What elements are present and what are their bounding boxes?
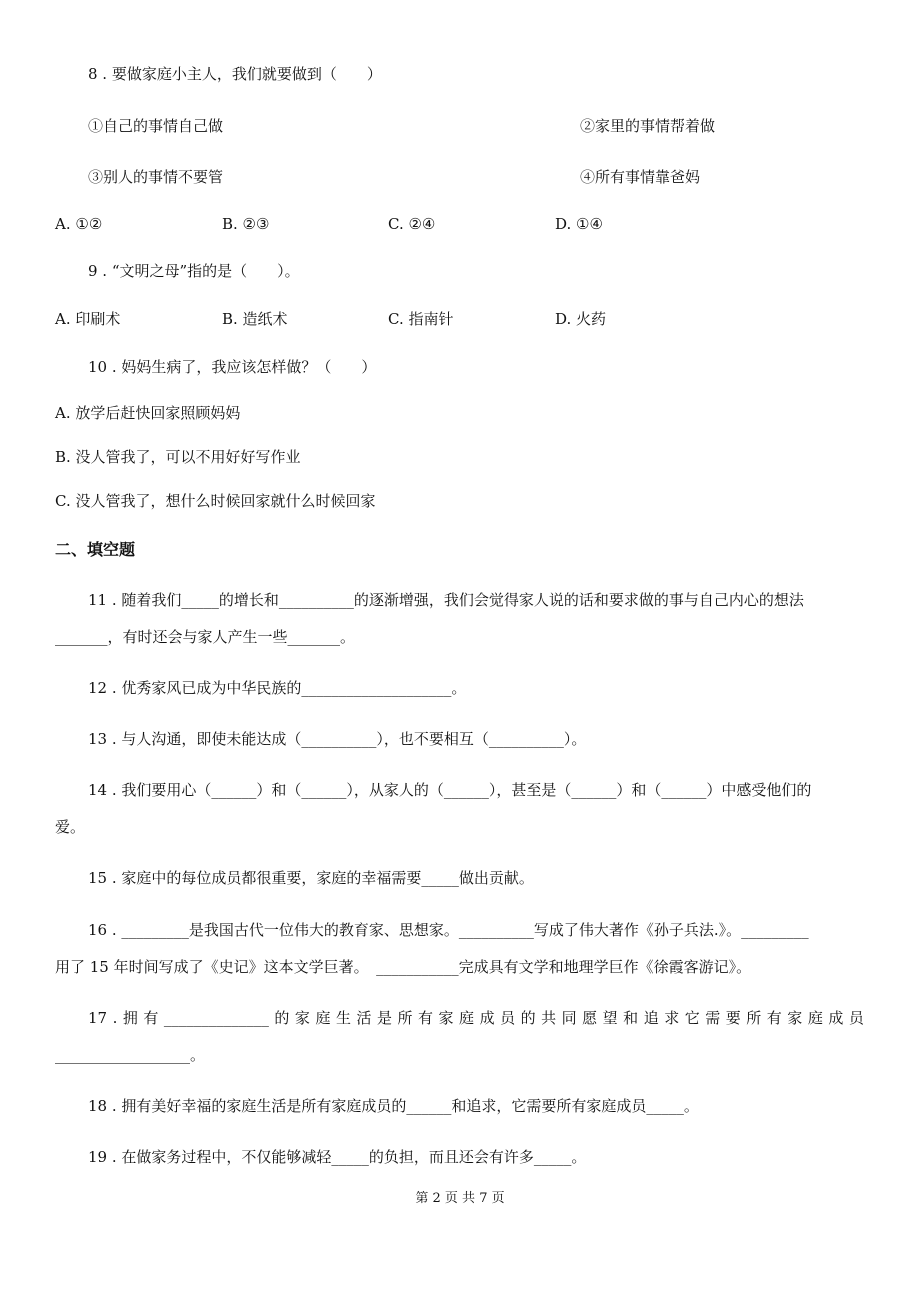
section-heading: 二、填空题 xyxy=(55,540,136,559)
question-16-line-2: 用了 15 年时间写成了《史记》这本文学巨著。 ___________完成具有文学和地理学巨作《徐霞客游记》。 xyxy=(55,958,752,976)
question-19: 19 . 在做家务过程中，不仅能够减轻_____的负担，而且还会有许多_____。 xyxy=(88,1148,587,1166)
question-8-item-1: ①自己的事情自己做 xyxy=(88,117,224,135)
question-12: 12 . 优秀家风已成为中华民族的____________________。 xyxy=(88,679,467,697)
question-8-option-a: A. ①② xyxy=(55,215,103,233)
question-8-item-2: ②家里的事情帮着做 xyxy=(580,117,716,135)
question-10-option-a: A. 放学后赶快回家照顾妈妈 xyxy=(55,404,241,422)
question-11-line-2: _______，有时还会与家人产生一些_______。 xyxy=(55,628,356,646)
question-9-option-b: B. 造纸术 xyxy=(222,310,288,328)
question-14-line-2: 爱。 xyxy=(55,818,86,836)
question-8-stem: 8 . 要做家庭小主人，我们就要做到（ ） xyxy=(88,65,382,83)
question-11-line-1: 11 . 随着我们_____的增长和__________的逐渐增强，我们会觉得家人说的话和要求做的事与自己内心的想法 xyxy=(88,591,804,609)
question-8-item-3: ③别人的事情不要管 xyxy=(88,168,224,186)
question-18: 18 . 拥有美好幸福的家庭生活是所有家庭成员的______和追求，它需要所有家庭成员_____。 xyxy=(88,1097,699,1115)
question-9-stem: 9 . “文明之母”指的是（ ）。 xyxy=(88,262,300,280)
question-9-option-a: A. 印刷术 xyxy=(55,310,121,328)
question-10-option-c: C. 没人管我了，想什么时候回家就什么时候回家 xyxy=(55,492,376,510)
question-15: 15 . 家庭中的每位成员都很重要，家庭的幸福需要_____做出贡献。 xyxy=(88,869,534,887)
question-10-option-b: B. 没人管我了，可以不用好好写作业 xyxy=(55,448,301,466)
question-14-line-1: 14 . 我们要用心（______）和（______），从家人的（______），甚至是（______）和（______）中感受他们的 xyxy=(88,781,812,799)
question-8-option-c: C. ②④ xyxy=(388,215,436,233)
question-9-option-c: C. 指南针 xyxy=(388,310,454,328)
question-8-option-d: D. ①④ xyxy=(555,215,603,233)
question-16-line-1: 16 . _________是我国古代一位伟大的教育家、思想家。__________写成了伟大著作《孙子兵法.》。_________ xyxy=(88,921,809,939)
question-8-option-b: B. ②③ xyxy=(222,215,270,233)
question-17-line-2: __________________。 xyxy=(55,1046,206,1064)
question-9-option-d: D. 火药 xyxy=(555,310,607,328)
question-10-stem: 10 . 妈妈生病了，我应该怎样做？（ ） xyxy=(88,358,377,376)
page-footer: 第 2 页 共 7 页 xyxy=(415,1191,505,1206)
question-17-line-1: 17 . 拥 有 ______________ 的 家 庭 生 活 是 所 有 家 庭 成 员 的 共 同 愿 望 和 追 求 它 需 要 所 有 家 庭 成 员 xyxy=(88,1009,864,1027)
question-13: 13 . 与人沟通，即使未能达成（__________），也不要相互（__________）。 xyxy=(88,730,587,748)
question-8-item-4: ④所有事情靠爸妈 xyxy=(580,168,701,186)
